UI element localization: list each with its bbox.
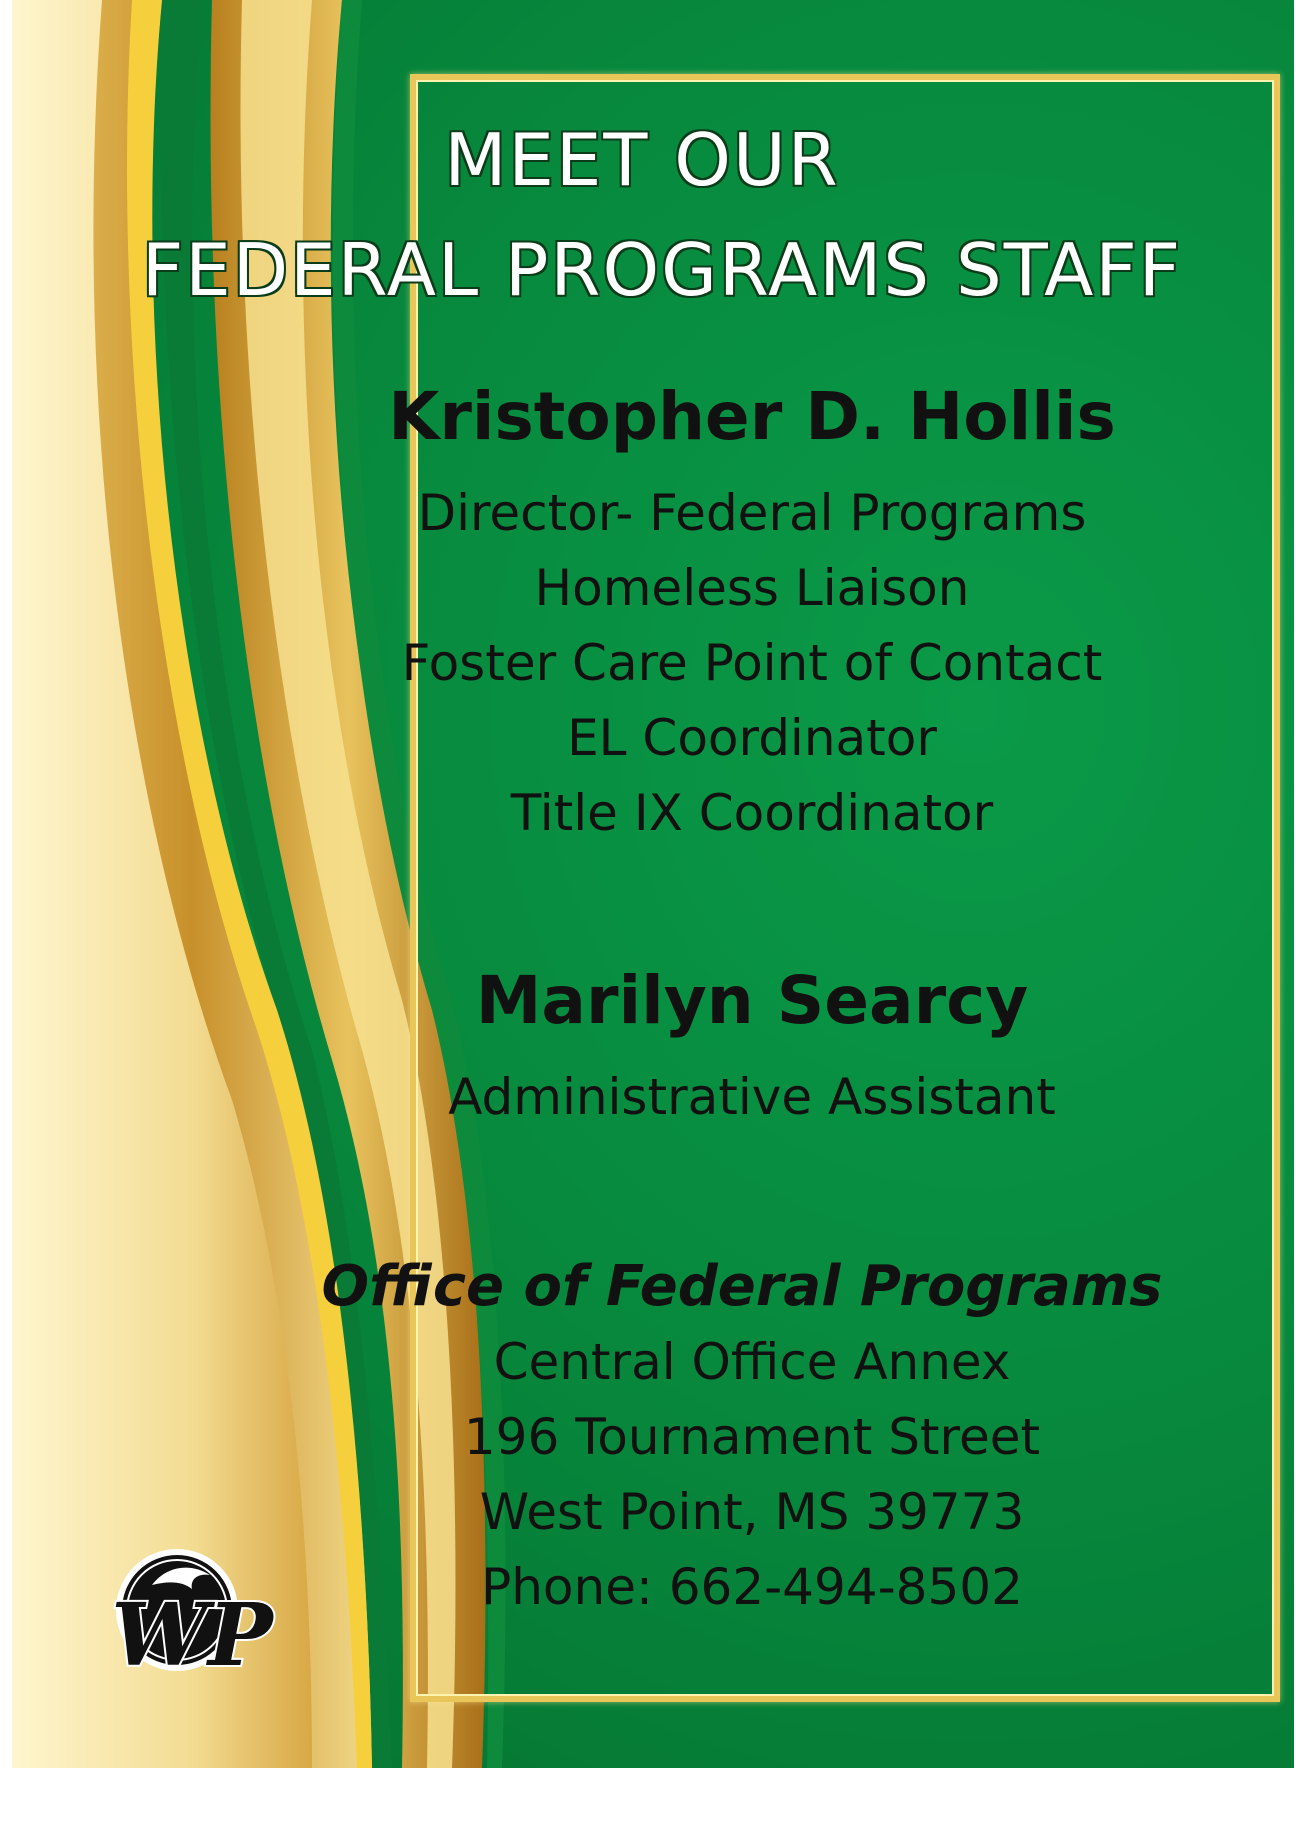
flyer xyxy=(12,0,1294,1768)
staff-role: Administrative Assistant xyxy=(448,1068,1056,1126)
office-line: Central Office Annex xyxy=(493,1333,1011,1391)
staff-name-searcy: Marilyn Searcy xyxy=(475,962,1029,1039)
staff-role: Homeless Liaison xyxy=(534,559,970,617)
heading-line-2: FEDERAL PROGRAMS STAFF xyxy=(141,228,1183,312)
office-title: Office of Federal Programs xyxy=(321,1254,1163,1319)
office-line: 196 Tournament Street xyxy=(463,1408,1041,1466)
wp-logo xyxy=(92,1545,302,1700)
office-line: Phone: 662-494-8502 xyxy=(481,1558,1023,1616)
staff-role: Foster Care Point of Contact xyxy=(401,634,1103,692)
staff-role: Title IX Coordinator xyxy=(510,784,994,842)
staff-role: EL Coordinator xyxy=(567,709,937,767)
logo-text: WP xyxy=(111,1585,273,1686)
staff-role: Director- Federal Programs xyxy=(417,484,1087,542)
heading-line-1: MEET OUR xyxy=(444,118,840,202)
staff-name-hollis: Kristopher D. Hollis xyxy=(388,378,1116,455)
office-line: West Point, MS 39773 xyxy=(479,1483,1025,1541)
